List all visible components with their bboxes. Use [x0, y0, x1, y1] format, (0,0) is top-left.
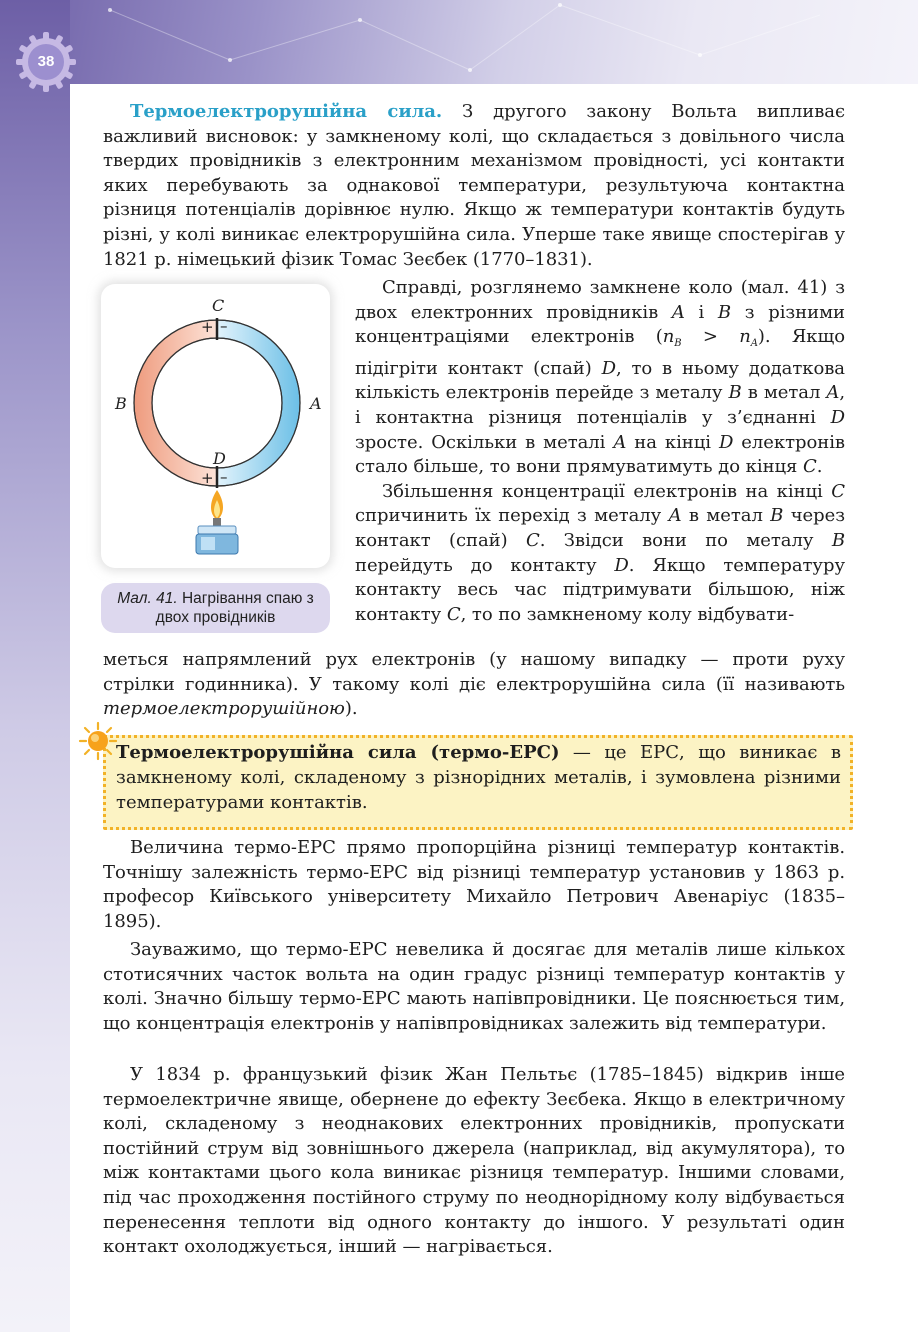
figure-caption [101, 589, 330, 627]
flame-icon [211, 490, 223, 520]
paragraph-circuit: Справді, розглянемо замкнене коло (мал. 41) з двох електронних провідників A і B з різними концентраціями електронів $(n_B > n_A)$. Якщо підігріти контакт (спай) D, то в ньому додаткова кількість електронів перейде з металу B в метал A, і контактна різниця потенціалів у з’єднанні D зросте. Оскільки в металі A на кінці D електронів стало більше, то вони прямуватимуть до кінця C. Збільшення концентрації електронів на кінці C спричинить їх перехід з металу A в метал B через контакт (спай) C. Звідси вони по металу B перейдуть до контакту D. Якщо температуру контакту весь час підтримувати більшою, ніж контакту C, то по замкненому колу відбувати- [355, 277, 845, 625]
paragraph-semiconductors: Зауважимо, що термо-ЕРС невелика й досягає для металів лише кількох стотисячних часток вольта на один градус різниці температур контактів у колі. Значно більшу термо-ЕРС мають напівпровідники. Це пояснюється тим, що концентрація електронів у напівпровідниках залежить від температури. [103, 939, 845, 1034]
section-term: Термоелектрорушійна сила. [130, 101, 443, 122]
paragraph-continuation: меться напрямлений рух електронів (у нашому випадку — проти руху стрілки годинника). У такому колі діє електрорушійна сила (її називають термоелектрорушійною). [103, 649, 845, 720]
plus-d: + [201, 469, 214, 487]
label-a: A [310, 394, 322, 413]
definition-text [116, 741, 841, 815]
sun-icon [78, 721, 118, 761]
plus-c: + [201, 318, 214, 336]
page-number: 38 [37, 53, 55, 70]
paragraph-intro-text: З другого закону Вольта випливає важливий висновок: у замкненому колі, що складається з довільного числа твердих провідників з електронним механізмом провідності, усі контакти яких перебувають за однакової температури, результуюча контактна різниця потенціалів дорівнює нулю. Якщо ж температури контактів будуть різні, у колі виникає електрорушійна сила. Уперше таке явище спостерігав у 1821 р. німецький фізик Томас Зеєбек (1770–1831). [103, 101, 846, 270]
label-d: D [213, 449, 226, 468]
definition-term: Термоелектрорушійна сила (термо-ЕРС) [116, 742, 560, 763]
metal-b-conductor [134, 320, 217, 486]
side-band [0, 0, 70, 1332]
paragraph-intro [103, 100, 845, 272]
label-b: B [115, 394, 127, 413]
term-thermo-emf: термоелектрорушійною [103, 698, 345, 720]
caption-text: Нагрівання спаю з двох провідників [155, 590, 314, 626]
burner-icon [196, 518, 238, 554]
paragraph-peltier: У 1834 р. французький фізик Жан Пельтьє (1785–1845) відкрив інше термоелектричне явище, обернене до ефекту Зеєбека. Якщо в електричному колі, складеному з неоднакових електронних провідників, пропускати постійний струм від зовнішнього джерела (наприклад, від акумулятора), то між контактами цього кола виникає різниця температур. Іншими словами, під час проходження постійного струму по неоднорідному колу відбувається перенесення теплоти від одного контакту до іншого. У результаті один контакт охолоджується, інший — нагрівається. [103, 1064, 845, 1258]
minus-d: – [220, 468, 228, 486]
definition-body: — це ЕРС, що виникає в замкненому колі, складеному з різнорідних металів, і зумовлена різними температурами контактів. [116, 742, 841, 813]
metal-a-conductor [217, 320, 300, 486]
label-c: C [212, 296, 225, 315]
paragraph-avenarius: Величина термо-ЕРС прямо пропорційна різниці температур контактів. Точнішу залежність термо-ЕРС від різниці температур установив у 1863 р. професор Київського університету Михайло Петрович Авенаріус (1835–1895). [103, 837, 845, 932]
minus-c: – [220, 317, 228, 335]
caption-label: Мал. 41. [117, 590, 178, 607]
thermocouple-figure [101, 284, 330, 568]
